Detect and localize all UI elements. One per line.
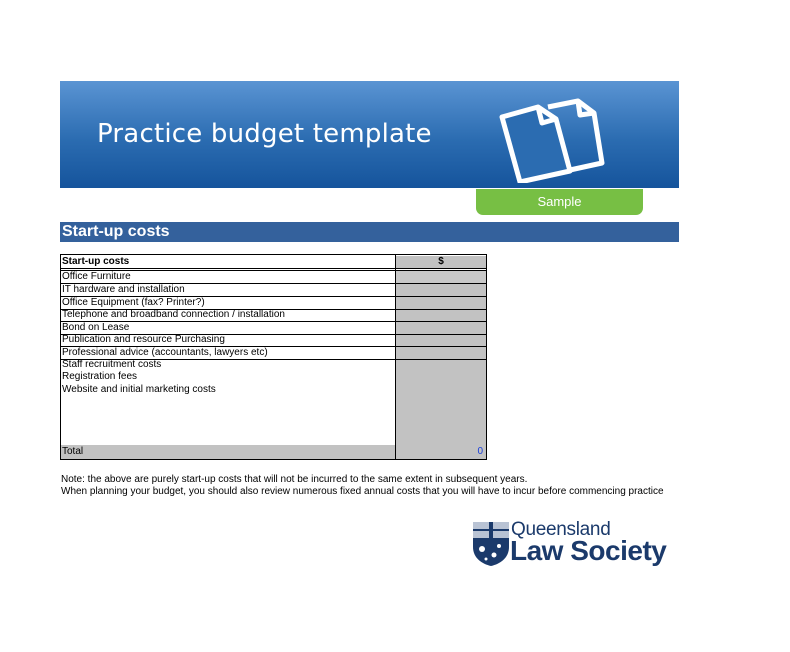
row-label: Professional advice (accountants, lawyers etc) <box>62 347 268 358</box>
column-divider <box>395 255 396 459</box>
qls-logo <box>472 519 682 567</box>
row-label: Registration fees <box>62 371 138 382</box>
sample-tab[interactable]: Sample <box>476 189 643 215</box>
header-banner <box>60 81 679 188</box>
table-header-label: Start-up costs <box>62 256 130 267</box>
row-label: Publication and resource Purchasing <box>62 334 225 345</box>
startup-costs-table <box>60 254 487 460</box>
documents-icon <box>496 93 608 183</box>
table-row <box>61 359 486 371</box>
row-label: Staff recruitment costs <box>62 359 162 370</box>
page-title: Practice budget template <box>97 119 432 149</box>
logo-line-2: Law Society <box>510 535 667 566</box>
logo-line-1: Queensland <box>511 519 611 540</box>
amount-header: $ <box>438 256 444 267</box>
table-row <box>61 371 486 383</box>
table-row <box>61 322 486 334</box>
table-row <box>61 347 486 359</box>
row-label: Bond on Lease <box>62 322 130 333</box>
section-heading: Start-up costs <box>60 222 679 242</box>
table-row <box>61 271 486 283</box>
row-label: IT hardware and installation <box>62 284 185 295</box>
note-line-1: Note: the above are purely start-up costs that will not be incurred to the same extent in subsequent years. <box>61 474 528 485</box>
row-label: Office Equipment (fax? Printer?) <box>62 297 205 308</box>
table-row <box>61 297 486 309</box>
table-header-row <box>61 256 486 268</box>
total-label: Total <box>62 446 84 457</box>
table-row <box>61 284 486 296</box>
table-row <box>61 309 486 321</box>
row-label: Website and initial marketing costs <box>62 384 216 395</box>
row-label: Office Furniture <box>62 271 131 282</box>
total-row <box>61 445 486 459</box>
row-label: Telephone and broadband connection / installation <box>62 309 285 320</box>
amount-cell[interactable] <box>396 271 486 283</box>
qls-shield-logo <box>472 521 510 567</box>
note-line-2: When planning your budget, you should also review numerous fixed annual costs that you will have to incur before commencing practice <box>61 486 664 497</box>
total-value: 0 <box>477 446 483 457</box>
table-row <box>61 384 486 396</box>
table-row <box>61 334 486 346</box>
